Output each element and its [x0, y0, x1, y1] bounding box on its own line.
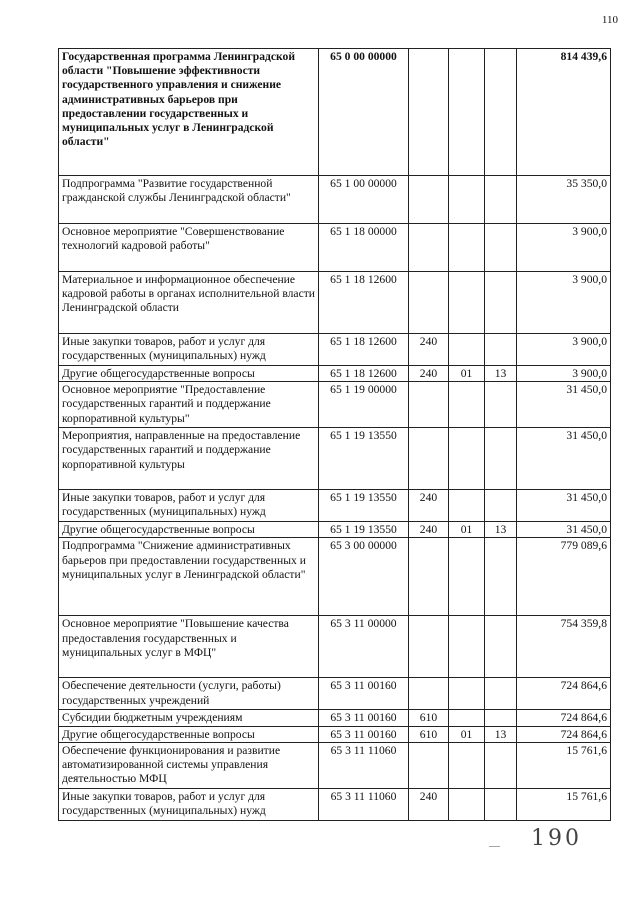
row-expense-type: 240 [409, 788, 449, 820]
row-section [449, 49, 485, 176]
row-subsection [485, 272, 517, 334]
row-section: 01 [449, 522, 485, 538]
row-section [449, 742, 485, 788]
budget-table [58, 48, 611, 821]
row-section [449, 272, 485, 334]
row-expense-type [409, 224, 449, 272]
row-expense-type: 240 [409, 490, 449, 522]
row-expense-type [409, 49, 449, 176]
row-section [449, 428, 485, 490]
row-target-code: 65 1 19 13550 [319, 522, 409, 538]
row-amount: 3 900,0 [517, 366, 611, 382]
row-target-code: 65 1 18 12600 [319, 272, 409, 334]
row-name: Основное мероприятие "Повышение качества предоставления государственных и муниципальных услуг в МФЦ" [59, 616, 319, 678]
row-amount: 724 864,6 [517, 710, 611, 726]
row-target-code: 65 1 18 00000 [319, 224, 409, 272]
row-target-code: 65 1 18 12600 [319, 334, 409, 366]
table-row [59, 538, 611, 616]
row-name: Другие общегосударственные вопросы [59, 522, 319, 538]
row-expense-type: 610 [409, 710, 449, 726]
table-row [59, 176, 611, 224]
row-subsection [485, 710, 517, 726]
row-target-code: 65 1 19 13550 [319, 428, 409, 490]
row-amount: 35 350,0 [517, 176, 611, 224]
row-subsection [485, 490, 517, 522]
row-name: Основное мероприятие "Совершенствование технологий кадровой работы" [59, 224, 319, 272]
row-name: Государственная программа Ленинградской области "Повышение эффективности государственного управления и снижение административных барьеров при предоставлении государственных и муниципальных услуг в Ленинградской области" [59, 49, 319, 176]
table-row [59, 490, 611, 522]
row-section [449, 788, 485, 820]
row-section [449, 176, 485, 224]
row-name: Основное мероприятие "Предоставление государственных гарантий и поддержание корпоративной культуры" [59, 382, 319, 428]
row-section [449, 710, 485, 726]
table-row [59, 522, 611, 538]
row-name: Материальное и информационное обеспечение кадровой работы в органах исполнительной власти Ленинградской области [59, 272, 319, 334]
row-name: Иные закупки товаров, работ и услуг для государственных (муниципальных) нужд [59, 788, 319, 820]
row-amount: 3 900,0 [517, 224, 611, 272]
table-row [59, 788, 611, 820]
table-row [59, 710, 611, 726]
row-amount: 31 450,0 [517, 490, 611, 522]
row-expense-type [409, 428, 449, 490]
row-amount: 3 900,0 [517, 334, 611, 366]
row-subsection [485, 382, 517, 428]
row-subsection [485, 538, 517, 616]
row-amount: 814 439,6 [517, 49, 611, 176]
row-name: Иные закупки товаров, работ и услуг для государственных (муниципальных) нужд [59, 334, 319, 366]
row-subsection [485, 176, 517, 224]
row-section [449, 490, 485, 522]
row-name: Субсидии бюджетным учреждениям [59, 710, 319, 726]
table-row [59, 616, 611, 678]
row-section: 01 [449, 726, 485, 742]
row-subsection: 13 [485, 366, 517, 382]
row-target-code: 65 3 11 00160 [319, 678, 409, 710]
row-expense-type [409, 742, 449, 788]
table-row [59, 366, 611, 382]
row-subsection [485, 428, 517, 490]
page-number: 110 [601, 14, 618, 26]
footer-stamp-number: 190 [531, 826, 582, 851]
row-target-code: 65 0 00 00000 [319, 49, 409, 176]
row-target-code: 65 1 19 00000 [319, 382, 409, 428]
row-name: Другие общегосударственные вопросы [59, 726, 319, 742]
row-expense-type: 610 [409, 726, 449, 742]
row-name: Подпрограмма "Снижение административных барьеров при предоставлении государственных и муниципальных услуг в Ленинградской области" [59, 538, 319, 616]
row-subsection [485, 788, 517, 820]
row-amount: 3 900,0 [517, 272, 611, 334]
row-subsection: 13 [485, 726, 517, 742]
row-expense-type [409, 272, 449, 334]
row-section [449, 538, 485, 616]
row-amount: 31 450,0 [517, 382, 611, 428]
row-target-code: 65 1 19 13550 [319, 490, 409, 522]
row-amount: 15 761,6 [517, 788, 611, 820]
row-section [449, 616, 485, 678]
table-row [59, 726, 611, 742]
table-row [59, 334, 611, 366]
row-target-code: 65 3 11 11060 [319, 788, 409, 820]
row-expense-type [409, 382, 449, 428]
table-row [59, 742, 611, 788]
row-expense-type [409, 176, 449, 224]
row-target-code: 65 3 11 00160 [319, 710, 409, 726]
row-section [449, 678, 485, 710]
row-expense-type [409, 538, 449, 616]
table-row [59, 272, 611, 334]
table-row [59, 382, 611, 428]
row-section: 01 [449, 366, 485, 382]
row-amount: 724 864,6 [517, 726, 611, 742]
row-target-code: 65 3 11 00000 [319, 616, 409, 678]
row-expense-type [409, 678, 449, 710]
row-amount: 31 450,0 [517, 428, 611, 490]
row-subsection [485, 678, 517, 710]
row-subsection [485, 334, 517, 366]
row-expense-type: 240 [409, 334, 449, 366]
row-name: Подпрограмма "Развитие государственной гражданской службы Ленинградской области" [59, 176, 319, 224]
row-section [449, 334, 485, 366]
row-subsection: 13 [485, 522, 517, 538]
row-expense-type: 240 [409, 366, 449, 382]
row-target-code: 65 3 00 00000 [319, 538, 409, 616]
table-row [59, 49, 611, 176]
row-amount: 724 864,6 [517, 678, 611, 710]
row-name: Иные закупки товаров, работ и услуг для государственных (муниципальных) нужд [59, 490, 319, 522]
row-amount: 31 450,0 [517, 522, 611, 538]
row-name: Мероприятия, направленные на предоставление государственных гарантий и поддержание корпоративной культуры [59, 428, 319, 490]
row-expense-type: 240 [409, 522, 449, 538]
row-target-code: 65 1 18 12600 [319, 366, 409, 382]
row-expense-type [409, 616, 449, 678]
row-amount: 779 089,6 [517, 538, 611, 616]
row-name: Обеспечение функционирования и развитие автоматизированной системы управления деятельностью МФЦ [59, 742, 319, 788]
row-section [449, 382, 485, 428]
footer-dash: — [489, 840, 500, 852]
row-target-code: 65 3 11 00160 [319, 726, 409, 742]
row-name: Обеспечение деятельности (услуги, работы) государственных учреждений [59, 678, 319, 710]
table-row [59, 428, 611, 490]
row-target-code: 65 1 00 00000 [319, 176, 409, 224]
row-amount: 15 761,6 [517, 742, 611, 788]
row-amount: 754 359,8 [517, 616, 611, 678]
table-row [59, 224, 611, 272]
row-section [449, 224, 485, 272]
row-subsection [485, 742, 517, 788]
row-target-code: 65 3 11 11060 [319, 742, 409, 788]
row-subsection [485, 616, 517, 678]
row-subsection [485, 49, 517, 176]
row-subsection [485, 224, 517, 272]
table-row [59, 678, 611, 710]
row-name: Другие общегосударственные вопросы [59, 366, 319, 382]
